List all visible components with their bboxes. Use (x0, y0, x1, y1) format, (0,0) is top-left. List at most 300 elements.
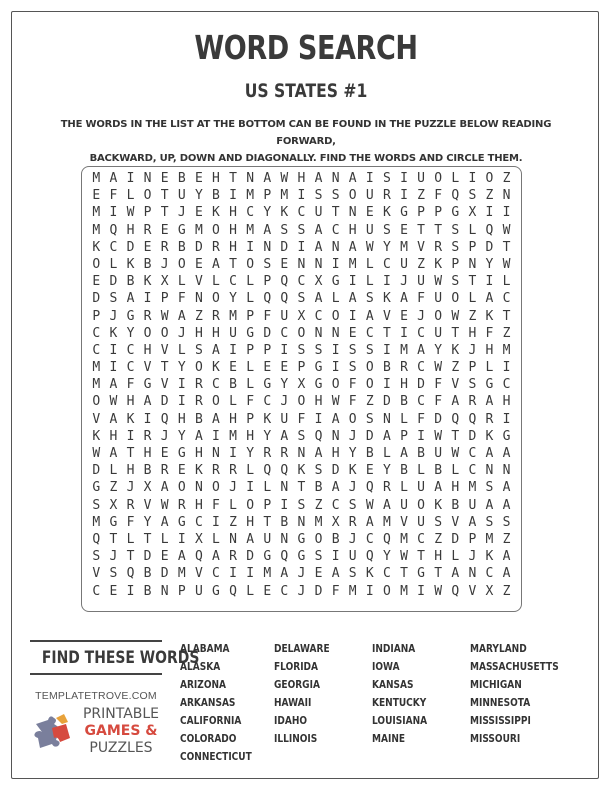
grid-letter[interactable]: L (177, 274, 186, 290)
grid-letter[interactable]: A (109, 411, 118, 427)
grid-letter[interactable]: F (212, 497, 220, 513)
grid-letter[interactable]: C (109, 239, 118, 255)
grid-letter[interactable]: Y (263, 428, 272, 444)
grid-letter[interactable]: X (194, 531, 203, 547)
grid-letter[interactable]: M (246, 222, 255, 238)
grid-letter[interactable]: O (297, 394, 306, 410)
grid-letter[interactable]: Z (434, 531, 443, 547)
grid-letter[interactable]: A (485, 394, 494, 410)
grid-letter[interactable]: E (109, 583, 118, 599)
grid-letter[interactable]: R (468, 394, 477, 410)
grid-letter[interactable]: T (143, 531, 152, 547)
grid-letter[interactable]: T (297, 480, 306, 496)
grid-letter[interactable]: U (365, 222, 374, 238)
grid-letter[interactable]: Z (468, 308, 477, 324)
grid-letter[interactable]: M (194, 222, 203, 238)
grid-letter[interactable]: L (246, 377, 255, 393)
grid-letter[interactable]: K (382, 291, 391, 307)
grid-letter[interactable]: O (382, 583, 391, 599)
grid-letter[interactable]: T (229, 171, 237, 186)
grid-letter[interactable]: G (400, 205, 408, 221)
grid-letter[interactable]: B (229, 377, 237, 393)
grid-letter[interactable]: A (160, 480, 169, 496)
grid-letter[interactable]: Y (348, 446, 357, 461)
grid-letter[interactable]: Q (263, 291, 272, 307)
grid-letter[interactable]: L (246, 583, 255, 599)
grid-letter[interactable]: S (382, 171, 391, 186)
grid-letter[interactable]: J (126, 480, 135, 496)
grid-letter[interactable]: E (160, 171, 169, 186)
grid-letter[interactable]: A (212, 256, 220, 272)
grid-letter[interactable]: T (160, 205, 169, 221)
grid-letter[interactable]: K (365, 566, 374, 582)
grid-letter[interactable]: A (331, 480, 340, 496)
grid-letter[interactable]: C (382, 256, 391, 272)
grid-letter[interactable]: Y (126, 325, 135, 341)
grid-letter[interactable]: R (229, 463, 237, 479)
grid-letter[interactable]: Y (246, 446, 255, 461)
grid-letter[interactable]: N (160, 583, 169, 599)
grid-letter[interactable]: L (485, 360, 494, 376)
grid-letter[interactable]: S (297, 497, 306, 513)
grid-letter[interactable]: Q (194, 549, 203, 565)
grid-letter[interactable]: S (451, 239, 460, 255)
grid-letter[interactable]: Z (365, 394, 374, 410)
grid-letter[interactable]: S (382, 222, 391, 238)
grid-letter[interactable]: N (229, 531, 237, 547)
grid-letter[interactable]: I (229, 188, 237, 204)
grid-letter[interactable]: D (160, 394, 169, 410)
grid-letter[interactable]: Q (451, 583, 460, 599)
grid-letter[interactable]: C (331, 222, 340, 238)
grid-letter[interactable]: L (400, 411, 408, 427)
grid-letter[interactable]: L (365, 256, 374, 272)
grid-letter[interactable]: P (468, 360, 477, 376)
grid-letter[interactable]: A (502, 446, 511, 461)
grid-letter[interactable]: I (229, 566, 237, 582)
grid-letter[interactable]: B (451, 497, 460, 513)
grid-letter[interactable]: Q (451, 411, 460, 427)
grid-letter[interactable]: W (160, 497, 169, 513)
grid-letter[interactable]: D (468, 428, 477, 444)
grid-letter[interactable]: B (280, 514, 289, 530)
grid-letter[interactable]: V (194, 566, 203, 582)
grid-letter[interactable]: L (229, 497, 237, 513)
grid-letter[interactable]: H (451, 480, 460, 496)
grid-letter[interactable]: F (348, 394, 357, 410)
grid-letter[interactable]: T (400, 566, 408, 582)
grid-letter[interactable]: Q (280, 549, 289, 565)
grid-letter[interactable]: G (314, 360, 323, 376)
grid-letter[interactable]: C (280, 325, 289, 341)
grid-letter[interactable]: F (434, 188, 443, 204)
grid-letter[interactable]: M (468, 480, 477, 496)
grid-letter[interactable]: J (468, 342, 477, 358)
grid-letter[interactable]: B (400, 463, 408, 479)
grid-letter[interactable]: H (229, 239, 237, 255)
grid-letter[interactable]: U (229, 325, 237, 341)
grid-letter[interactable]: C (297, 274, 306, 290)
grid-letter[interactable]: R (400, 360, 408, 376)
grid-letter[interactable]: J (177, 205, 186, 221)
grid-letter[interactable]: I (126, 171, 135, 186)
grid-letter[interactable]: J (229, 480, 237, 496)
grid-letter[interactable]: E (280, 256, 289, 272)
grid-letter[interactable]: S (468, 377, 477, 393)
grid-letter[interactable]: N (212, 446, 220, 461)
grid-letter[interactable]: C (485, 566, 494, 582)
grid-letter[interactable]: A (400, 446, 408, 461)
grid-letter[interactable]: K (451, 342, 460, 358)
grid-letter[interactable]: Q (485, 222, 494, 238)
grid-letter[interactable]: W (365, 239, 374, 255)
grid-letter[interactable]: K (485, 549, 494, 565)
grid-letter[interactable]: N (331, 239, 340, 255)
grid-letter[interactable]: I (417, 428, 425, 444)
grid-letter[interactable]: P (160, 291, 169, 307)
grid-letter[interactable]: N (382, 411, 391, 427)
grid-letter[interactable]: C (502, 291, 511, 307)
grid-letter[interactable]: R (160, 463, 169, 479)
grid-letter[interactable]: W (451, 308, 460, 324)
grid-letter[interactable]: G (331, 274, 340, 290)
grid-letter[interactable]: U (417, 480, 425, 496)
grid-letter[interactable]: O (212, 480, 220, 496)
grid-letter[interactable]: G (263, 377, 272, 393)
grid-letter[interactable]: W (92, 446, 101, 461)
grid-letter[interactable]: I (485, 205, 494, 221)
grid-letter[interactable]: T (434, 222, 443, 238)
grid-letter[interactable]: E (348, 325, 357, 341)
grid-letter[interactable]: H (434, 549, 443, 565)
grid-letter[interactable]: D (280, 239, 289, 255)
grid-letter[interactable]: O (451, 291, 460, 307)
grid-letter[interactable]: Y (143, 514, 152, 530)
grid-letter[interactable]: V (468, 583, 477, 599)
grid-letter[interactable]: O (365, 377, 374, 393)
grid-letter[interactable]: Z (194, 308, 203, 324)
grid-letter[interactable]: P (143, 205, 152, 221)
grid-letter[interactable]: J (297, 583, 306, 599)
grid-letter[interactable]: W (502, 256, 511, 272)
grid-letter[interactable]: I (348, 308, 357, 324)
grid-letter[interactable]: C (92, 325, 101, 341)
grid-letter[interactable]: J (280, 394, 289, 410)
grid-letter[interactable]: E (160, 549, 169, 565)
grid-letter[interactable]: D (194, 239, 203, 255)
grid-letter[interactable]: I (280, 497, 289, 513)
grid-letter[interactable]: H (194, 325, 203, 341)
grid-letter[interactable]: S (280, 222, 289, 238)
grid-letter[interactable]: L (400, 480, 408, 496)
grid-letter[interactable]: C (331, 497, 340, 513)
grid-letter[interactable]: Y (229, 291, 237, 307)
grid-letter[interactable]: L (468, 222, 477, 238)
grid-letter[interactable]: A (314, 291, 323, 307)
grid-letter[interactable]: S (331, 188, 340, 204)
grid-letter[interactable]: M (485, 531, 494, 547)
grid-letter[interactable]: I (246, 239, 255, 255)
grid-letter[interactable]: O (177, 256, 186, 272)
grid-letter[interactable]: O (143, 325, 152, 341)
grid-letter[interactable]: A (263, 171, 272, 186)
grid-letter[interactable]: E (160, 446, 169, 461)
grid-letter[interactable]: U (365, 188, 374, 204)
grid-letter[interactable]: E (400, 222, 408, 238)
grid-letter[interactable]: O (246, 256, 255, 272)
grid-letter[interactable]: H (229, 411, 237, 427)
grid-letter[interactable]: B (194, 411, 203, 427)
grid-letter[interactable]: J (177, 325, 186, 341)
grid-letter[interactable]: N (263, 239, 272, 255)
grid-letter[interactable]: O (297, 325, 306, 341)
grid-letter[interactable]: M (263, 566, 272, 582)
grid-letter[interactable]: N (280, 480, 289, 496)
grid-letter[interactable]: A (109, 377, 118, 393)
grid-letter[interactable]: D (109, 274, 118, 290)
grid-letter[interactable]: S (468, 188, 477, 204)
grid-letter[interactable]: P (263, 497, 272, 513)
grid-letter[interactable]: G (92, 480, 101, 496)
grid-letter[interactable]: A (400, 291, 408, 307)
grid-letter[interactable]: K (280, 205, 289, 221)
grid-letter[interactable]: R (194, 377, 203, 393)
grid-letter[interactable]: A (212, 549, 220, 565)
grid-letter[interactable]: H (229, 205, 237, 221)
grid-letter[interactable]: Z (314, 497, 323, 513)
grid-letter[interactable]: E (263, 583, 272, 599)
grid-letter[interactable]: H (109, 428, 118, 444)
grid-letter[interactable]: I (246, 480, 255, 496)
grid-letter[interactable]: A (331, 411, 340, 427)
grid-letter[interactable]: B (143, 463, 152, 479)
grid-letter[interactable]: H (194, 446, 203, 461)
grid-letter[interactable]: R (485, 411, 494, 427)
grid-letter[interactable]: U (280, 411, 289, 427)
grid-letter[interactable]: P (246, 342, 255, 358)
grid-letter[interactable]: J (160, 428, 169, 444)
grid-letter[interactable]: H (126, 222, 135, 238)
grid-letter[interactable]: D (331, 463, 340, 479)
grid-letter[interactable]: P (177, 583, 186, 599)
grid-letter[interactable]: W (160, 308, 169, 324)
grid-letter[interactable]: H (143, 342, 152, 358)
grid-letter[interactable]: S (451, 274, 460, 290)
grid-letter[interactable]: J (348, 531, 357, 547)
grid-letter[interactable]: E (263, 360, 272, 376)
grid-letter[interactable]: C (417, 394, 425, 410)
grid-letter[interactable]: F (109, 188, 118, 204)
grid-letter[interactable]: N (331, 171, 340, 186)
grid-letter[interactable]: O (434, 308, 443, 324)
grid-letter[interactable]: S (451, 222, 460, 238)
grid-letter[interactable]: I (331, 360, 340, 376)
grid-letter[interactable]: W (434, 274, 443, 290)
grid-letter[interactable]: O (143, 188, 152, 204)
grid-letter[interactable]: B (417, 446, 425, 461)
grid-letter[interactable]: M (229, 308, 237, 324)
grid-letter[interactable]: S (314, 549, 323, 565)
grid-letter[interactable]: J (348, 480, 357, 496)
grid-letter[interactable]: C (297, 205, 306, 221)
grid-letter[interactable]: V (143, 360, 152, 376)
grid-letter[interactable]: D (160, 566, 169, 582)
grid-letter[interactable]: V (160, 377, 169, 393)
grid-letter[interactable]: L (382, 446, 391, 461)
grid-letter[interactable]: E (400, 308, 408, 324)
grid-letter[interactable]: S (485, 514, 494, 530)
grid-letter[interactable]: D (246, 549, 255, 565)
grid-letter[interactable]: M (229, 428, 237, 444)
grid-letter[interactable]: H (246, 428, 255, 444)
grid-letter[interactable]: K (485, 308, 494, 324)
grid-letter[interactable]: C (194, 514, 203, 530)
grid-letter[interactable]: I (314, 411, 323, 427)
grid-letter[interactable]: T (331, 205, 340, 221)
grid-letter[interactable]: S (434, 514, 443, 530)
grid-letter[interactable]: L (246, 360, 255, 376)
grid-letter[interactable]: C (314, 308, 323, 324)
grid-letter[interactable]: T (451, 428, 460, 444)
grid-letter[interactable]: C (92, 583, 101, 599)
grid-letter[interactable]: I (212, 514, 220, 530)
grid-letter[interactable]: A (382, 497, 391, 513)
grid-letter[interactable]: G (451, 205, 460, 221)
grid-letter[interactable]: I (280, 342, 289, 358)
grid-letter[interactable]: U (434, 325, 443, 341)
grid-letter[interactable]: E (194, 205, 203, 221)
grid-letter[interactable]: R (212, 239, 220, 255)
grid-letter[interactable]: O (177, 480, 186, 496)
grid-letter[interactable]: S (485, 480, 494, 496)
grid-letter[interactable]: I (365, 171, 374, 186)
grid-letter[interactable]: B (400, 394, 408, 410)
grid-letter[interactable]: Q (92, 531, 101, 547)
grid-letter[interactable]: L (365, 274, 374, 290)
grid-letter[interactable]: A (485, 497, 494, 513)
grid-letter[interactable]: I (400, 325, 408, 341)
grid-letter[interactable]: O (212, 291, 220, 307)
grid-letter[interactable]: I (229, 342, 237, 358)
grid-letter[interactable]: A (109, 446, 118, 461)
grid-letter[interactable]: Y (177, 428, 186, 444)
grid-letter[interactable]: K (382, 205, 391, 221)
grid-letter[interactable]: E (92, 274, 101, 290)
grid-letter[interactable]: A (365, 514, 374, 530)
grid-letter[interactable]: E (194, 256, 203, 272)
grid-letter[interactable]: K (143, 274, 152, 290)
grid-letter[interactable]: Y (382, 463, 391, 479)
grid-letter[interactable]: G (212, 583, 220, 599)
grid-letter[interactable]: T (126, 446, 135, 461)
grid-letter[interactable]: O (92, 256, 101, 272)
grid-letter[interactable]: H (348, 222, 357, 238)
grid-letter[interactable]: N (485, 463, 494, 479)
grid-letter[interactable]: O (348, 411, 357, 427)
grid-letter[interactable]: A (348, 239, 357, 255)
grid-letter[interactable]: F (126, 377, 135, 393)
grid-letter[interactable]: P (263, 342, 272, 358)
grid-letter[interactable]: W (451, 446, 460, 461)
grid-letter[interactable]: H (229, 222, 237, 238)
grid-letter[interactable]: J (160, 256, 169, 272)
grid-letter[interactable]: S (297, 291, 306, 307)
grid-letter[interactable]: M (92, 205, 101, 221)
grid-letter[interactable]: I (502, 411, 511, 427)
grid-letter[interactable]: W (126, 205, 135, 221)
grid-letter[interactable]: N (194, 480, 203, 496)
grid-letter[interactable]: U (400, 497, 408, 513)
grid-letter[interactable]: W (434, 583, 443, 599)
grid-letter[interactable]: D (434, 411, 443, 427)
grid-letter[interactable]: T (417, 549, 425, 565)
grid-letter[interactable]: I (502, 205, 511, 221)
grid-letter[interactable]: S (314, 342, 323, 358)
grid-letter[interactable]: Q (468, 411, 477, 427)
grid-letter[interactable]: A (348, 291, 357, 307)
grid-letter[interactable]: X (468, 205, 477, 221)
grid-letter[interactable]: M (92, 222, 101, 238)
grid-letter[interactable]: E (229, 360, 237, 376)
grid-letter[interactable]: I (126, 428, 135, 444)
grid-letter[interactable]: I (143, 291, 152, 307)
grid-letter[interactable]: V (400, 514, 408, 530)
grid-letter[interactable]: I (331, 342, 340, 358)
grid-letter[interactable]: G (417, 566, 425, 582)
grid-letter[interactable]: F (348, 377, 357, 393)
grid-letter[interactable]: Y (263, 205, 272, 221)
grid-letter[interactable]: K (92, 239, 101, 255)
grid-letter[interactable]: A (485, 446, 494, 461)
grid-letter[interactable]: A (502, 497, 511, 513)
grid-letter[interactable]: G (297, 549, 306, 565)
grid-letter[interactable]: P (400, 428, 408, 444)
grid-letter[interactable]: W (400, 549, 408, 565)
grid-letter[interactable]: Y (280, 377, 289, 393)
grid-letter[interactable]: M (92, 171, 101, 186)
grid-letter[interactable]: I (417, 583, 425, 599)
grid-letter[interactable]: P (451, 256, 460, 272)
grid-letter[interactable]: U (280, 308, 289, 324)
grid-letter[interactable]: K (126, 411, 135, 427)
grid-letter[interactable]: O (417, 497, 425, 513)
grid-letter[interactable]: A (314, 171, 323, 186)
grid-letter[interactable]: P (92, 308, 101, 324)
grid-letter[interactable]: Z (502, 531, 511, 547)
grid-letter[interactable]: B (434, 463, 443, 479)
grid-letter[interactable]: T (451, 325, 460, 341)
grid-letter[interactable]: A (434, 480, 443, 496)
grid-letter[interactable]: K (92, 428, 101, 444)
grid-letter[interactable]: G (109, 514, 118, 530)
grid-letter[interactable]: L (109, 463, 118, 479)
grid-letter[interactable]: R (434, 239, 443, 255)
grid-letter[interactable]: Q (365, 480, 374, 496)
grid-letter[interactable]: W (280, 171, 289, 186)
grid-letter[interactable]: A (331, 566, 340, 582)
grid-letter[interactable]: O (92, 394, 101, 410)
grid-letter[interactable]: L (229, 394, 237, 410)
grid-letter[interactable]: N (314, 256, 323, 272)
grid-letter[interactable]: P (434, 205, 443, 221)
grid-letter[interactable]: A (502, 566, 511, 582)
grid-letter[interactable]: C (417, 325, 425, 341)
grid-letter[interactable]: I (382, 377, 391, 393)
grid-letter[interactable]: T (126, 549, 135, 565)
grid-letter[interactable]: R (143, 308, 152, 324)
grid-letter[interactable]: W (365, 497, 374, 513)
grid-letter[interactable]: A (280, 428, 289, 444)
